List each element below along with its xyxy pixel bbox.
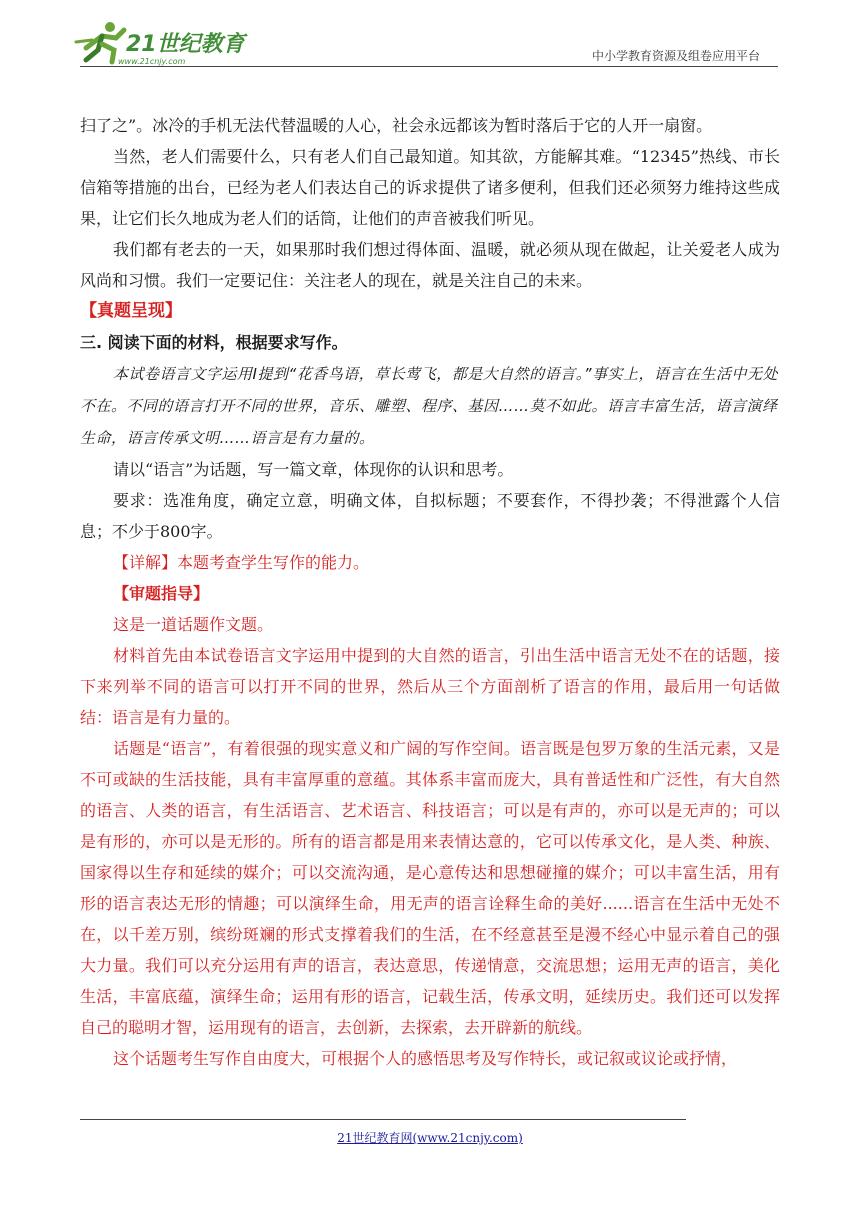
detail-tag: 【详解】 xyxy=(113,553,178,572)
footer-link[interactable]: 21世纪教育网(www.21cnjy.com) xyxy=(337,1131,523,1145)
page-header xyxy=(0,0,860,80)
writing-requirements: 要求：选准角度，确定立意，明确文体，自拟标题；不要套作，不得抄袭；不得泄露个人信息；不少于800字。 xyxy=(80,491,780,541)
question-title: 三. 阅读下面的材料，根据要求写作。 xyxy=(80,333,348,352)
detail-line xyxy=(80,547,780,578)
material-text: 本试卷语言文字运用Ⅰ提到“花香鸟语，草长莺飞，都是大自然的语言。”事实上，语言在生活中无处不在。不同的语言打开不同的世界，音乐、雕塑、程序、基因……莫不如此。语言丰富生活，语言演绎生命，语言传承文明……语言是有力量的。 xyxy=(80,365,778,447)
writing-prompt: 请以“语言”为话题，写一篇文章，体现你的认识和思考。 xyxy=(113,460,514,479)
paragraph-2: 当然，老人们需要什么，只有老人们自己最知道。知其欲，方能解其难。“12345”热线、市长信箱等措施的出台，已经为老人们表达自己的诉求提供了诸多便利，但我们还必须努力维持这些成果，让它们长久地成为老人们的话筒，让他们的声音被我们听见。 xyxy=(80,147,780,228)
guide-title: 【审题指导】 xyxy=(113,584,210,603)
site-logo xyxy=(72,18,252,70)
platform-name: 中小学教育资源及组卷应用平台 xyxy=(591,49,760,63)
guide-paragraph-1: 这是一道话题作文题。 xyxy=(113,615,274,634)
svg-text:21世纪教育: 21世纪教育 xyxy=(126,32,245,57)
guide-paragraph-3: 话题是“语言”，有着很强的现实意义和广阔的写作空间。语言既是包罗万象的生活元素，又是不可或缺的生活技能，具有丰富厚重的意蕴。其体系丰富而庞大，具有普适性和广泛性，有大自然的语言、人类的语言，有生活语言、艺术语言、科技语言；可以是有声的，亦可以是无声的；可以是有形的，亦可以是无形的。所有的语言都是用来表情达意的，它可以传承文化，是人类、种族、国家得以生存和延续的媒介；可以交流沟通，是心意传达和思想碰撞的媒介；可以丰富生活，用有形的语言表达无形的情趣；可以演绎生命，用无声的语言诠释生命的美好......语言在生活中无处不在，以千差万别，缤纷斑斓的形式支撑着我们的生活，在不经意甚至是漫不经心中显示着自己的强大力量。我们可以充分运用有声的语言，表达意思，传递情意，交流思想；运用无声的语言，美化生活，丰富底蕴，演绎生命；运用有形的语言，记载生活，传承文明，延续历史。我们还可以发挥自己的聪明才智，运用现有的语言，去创新，去探索，去开辟新的航线。 xyxy=(80,739,780,1037)
detail-text: 本题考查学生写作的能力。 xyxy=(177,553,370,572)
svg-text:www.21cnjy.com: www.21cnjy.com xyxy=(118,57,186,66)
footer-divider xyxy=(80,1119,686,1120)
guide-paragraph-2: 材料首先由本试卷语言文字运用中提到的大自然的语言，引出生活中语言无处不在的话题，接下来列举不同的语言可以打开不同的世界，然后从三个方面剖析了语言的作用，最后用一句话做结：语言是有力量的。 xyxy=(80,646,780,727)
document-body xyxy=(80,110,780,1074)
section-title: 【真题呈现】 xyxy=(80,301,182,321)
guide-paragraph-4: 这个话题考生写作自由度大，可根据个人的感悟思考及写作特长，或记叙或议论或抒情， xyxy=(113,1049,738,1068)
paragraph-3: 我们都有老去的一天，如果那时我们想过得体面、温暖，就必须从现在做起，让关爱老人成为风尚和习惯。我们一定要记住：关注老人的现在，就是关注自己的未来。 xyxy=(80,240,780,290)
paragraph-1: 扫了之”。冰冷的手机无法代替温暖的人心，社会永远都该为暂时落后于它的人开一扇窗。 xyxy=(80,116,713,135)
runner-icon xyxy=(76,22,124,62)
header-divider xyxy=(80,66,778,67)
